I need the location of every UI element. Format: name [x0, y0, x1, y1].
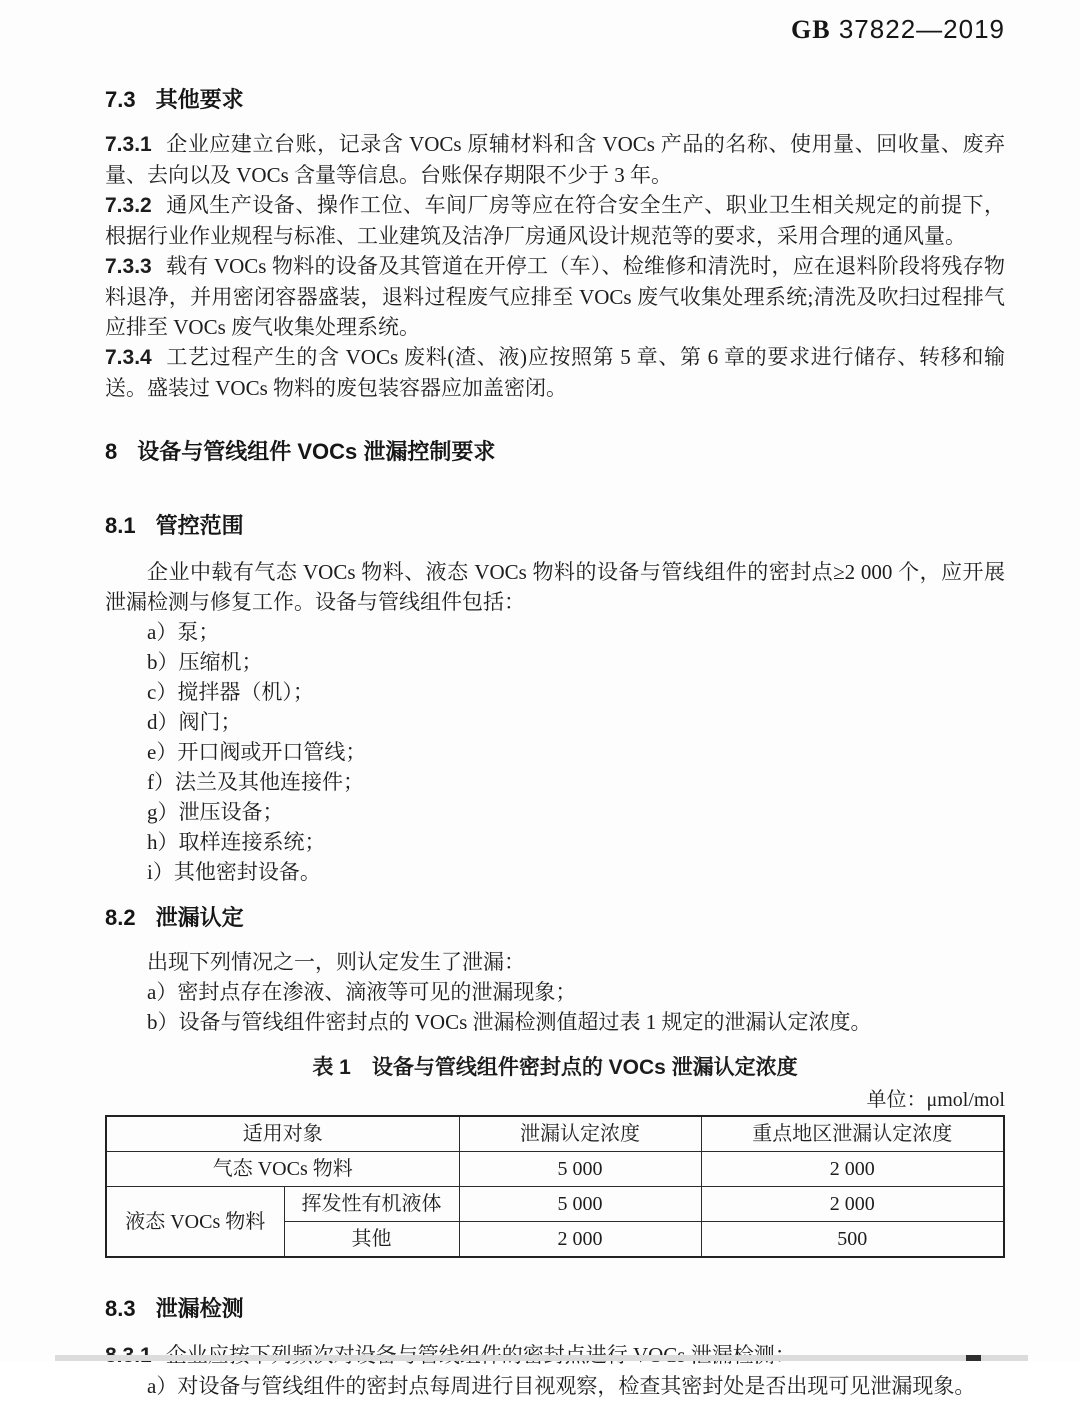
clause-7-3-4-text: 工艺过程产生的含 VOCs 废料(渣、液)应按照第 5 章、第 6 章的要求进行储存、转移和输送。盛装过 VOCs 物料的废包装容器应加盖密闭。	[105, 345, 1005, 400]
table-row-header	[106, 1116, 1004, 1152]
table-cell-other-label: 其他	[284, 1222, 459, 1258]
table-cell-other-key: 500	[701, 1222, 1004, 1258]
list-item-flange: f）法兰及其他连接件；	[147, 770, 364, 794]
leak-condition-a: a）密封点存在渗液、滴液等可见的泄漏现象；	[147, 980, 577, 1004]
list-item-other-sealed: i）其他密封设备。	[147, 860, 321, 884]
list-item-open-valve: e）开口阀或开口管线；	[147, 740, 367, 764]
section-8-heading	[105, 437, 1005, 467]
section-8-2-heading	[105, 903, 1005, 933]
table-cell-liquid-label: 液态 VOCs 物料	[106, 1187, 284, 1258]
table-row-gas	[106, 1152, 1004, 1187]
clause-7-3-3	[105, 251, 1005, 342]
section-8-2-title: 泄漏认定	[155, 905, 244, 930]
clause-7-3-1-number: 7.3.1	[105, 133, 152, 156]
table-cell-liquid-voc-key: 2 000	[701, 1187, 1004, 1222]
section-8-3-title: 泄漏检测	[155, 1296, 244, 1321]
page-number-cutoff-mark	[966, 1355, 981, 1361]
clause-7-3-1-text: 企业应建立台账，记录含 VOCs 原辅材料和含 VOCs 产品的名称、使用量、回收量、废弃量、去向以及 VOCs 含量等信息。台账保存期限不少于 3 年。	[105, 132, 1005, 187]
section-8-title: 设备与管线组件 VOCs 泄漏控制要求	[137, 439, 496, 464]
section-8-1-intro: 企业中载有气态 VOCs 物料、液态 VOCs 物料的设备与管线组件的密封点≥2 000 个，应开展泄漏检测与修复工作。设备与管线组件包括：	[105, 560, 1005, 614]
section-8-3-heading	[105, 1294, 1005, 1324]
section-7-3-number: 7.3	[105, 87, 136, 112]
table-cell-other-leak: 2 000	[459, 1222, 701, 1258]
clause-7-3-1	[105, 129, 1005, 190]
standard-code-number: 37822—2019	[830, 14, 1005, 44]
section-8-1-heading	[105, 511, 1005, 541]
table-header-object: 适用对象	[106, 1116, 459, 1152]
table-cell-gas-key: 2 000	[701, 1152, 1004, 1187]
list-item-valve: d）阀门；	[147, 710, 242, 734]
table-1	[105, 1115, 1005, 1258]
detection-item-a: a）对设备与管线组件的密封点每周进行目视观察，检查其密封处是否出现可见泄漏现象。	[147, 1374, 976, 1398]
standard-code-header	[105, 14, 1005, 45]
clause-7-3-3-text: 载有 VOCs 物料的设备及其管道在开停工（车）、检维修和清洗时，应在退料阶段将残存物料退净，并用密闭容器盛装，退料过程废气应排至 VOCs 废气收集处理系统;清洗及吹扫过程排气应排至 VOCs 废气收集处理系统。	[105, 254, 1005, 339]
leak-condition-b: b）设备与管线组件密封点的 VOCs 泄漏检测值超过表 1 规定的泄漏认定浓度。	[147, 1010, 872, 1034]
clause-7-3-3-number: 7.3.3	[105, 255, 152, 278]
section-7-3-heading	[105, 85, 1005, 115]
clause-7-3-4-number: 7.3.4	[105, 346, 152, 369]
list-item-pump: a）泵；	[147, 620, 220, 644]
clause-7-3-2-number: 7.3.2	[105, 194, 152, 217]
section-8-number: 8	[105, 439, 118, 464]
table-cell-liquid-voc-label: 挥发性有机液体	[284, 1187, 459, 1222]
section-8-2-intro: 出现下列情况之一，则认定发生了泄漏：	[147, 950, 525, 974]
section-8-1-number: 8.1	[105, 513, 136, 538]
clause-7-3-2-text: 通风生产设备、操作工位、车间厂房等应在符合安全生产、职业卫生相关规定的前提下，根据行业作业规程与标准、工业建筑及洁净厂房通风设计规范等的要求，采用合理的通风量。	[105, 193, 1005, 248]
clause-7-3-2	[105, 190, 1005, 251]
section-8-2-number: 8.2	[105, 905, 136, 930]
table-cell-gas-label: 气态 VOCs 物料	[106, 1152, 459, 1187]
standard-code-prefix: GB	[791, 15, 831, 44]
section-8-1-title: 管控范围	[155, 513, 244, 538]
list-item-relief-device: g）泄压设备；	[147, 800, 284, 824]
table-1-caption: 表 1 设备与管线组件密封点的 VOCs 泄漏认定浓度	[312, 1056, 798, 1079]
table-header-leak: 泄漏认定浓度	[459, 1116, 701, 1152]
list-item-sampling-system: h）取样连接系统；	[147, 830, 326, 854]
section-7-3-title: 其他要求	[155, 87, 244, 112]
table-header-key-region: 重点地区泄漏认定浓度	[701, 1116, 1004, 1152]
scan-cutoff-strip	[55, 1355, 1028, 1361]
list-item-agitator: c）搅拌器（机）；	[147, 680, 314, 704]
table-row-liquid-voc	[106, 1187, 1004, 1222]
section-8-3-number: 8.3	[105, 1296, 136, 1321]
table-cell-liquid-voc-leak: 5 000	[459, 1187, 701, 1222]
table-1-unit-label: 单位：μmol/mol	[866, 1089, 1005, 1111]
list-item-compressor: b）压缩机；	[147, 650, 263, 674]
clause-7-3-4	[105, 342, 1005, 403]
table-cell-gas-leak: 5 000	[459, 1152, 701, 1187]
